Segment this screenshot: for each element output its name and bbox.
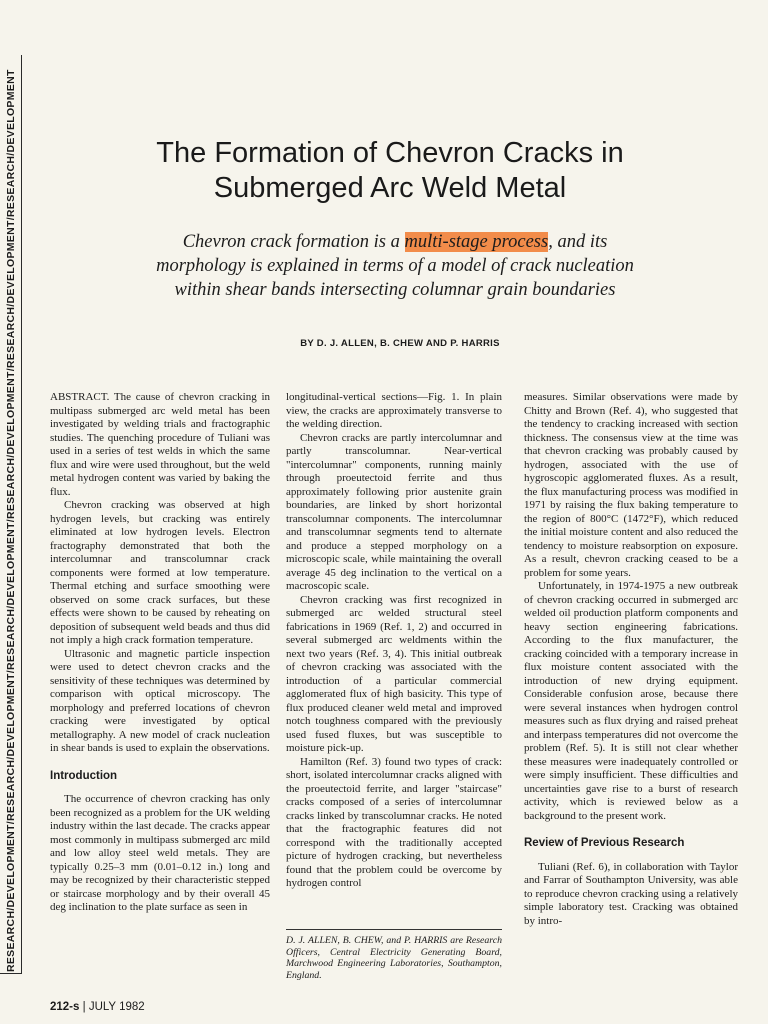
paragraph: measures. Similar observations were made by Chitty and Brown (Ref. 4), who suggested that the tendency to cracking increased with section thickness. The consensus view at the time was that chevron cracking was probably caused by hydrogen, associated with the use of hygroscopic agglomerated fluxes. As a result, the flux manufacturing process was modified in 1971 by raising the flux baking temperature to the region of 800°C (1472°F), which reduced the initial moisture content and also reduced the tendency to moisture reabsorption on exposure. As a result, chevron cracking ceased to be a problem for some years. [524, 391, 738, 579]
article-title: The Formation of Chevron Cracks in Submerged Arc Weld Metal [156, 137, 624, 204]
byline: BY D. J. ALLEN, B. CHEW AND P. HARRIS [300, 338, 500, 349]
paragraph: Tuliani (Ref. 6), in collaboration with Taylor and Farrar of Southampton University, was able to reproduce chevron cracking using a relatively simple laboratory test. Cracking was obtained by intro- [524, 860, 738, 927]
side-band-wrap [3, 55, 19, 972]
paragraph: longitudinal-vertical sections—Fig. 1. In plain view, the cracks are approximately transverse to the welding direction. [286, 391, 502, 430]
paragraph: Chevron cracking was observed at high hydrogen levels, but cracking was entirely eliminated at low hydrogen levels. Electron fractography demonstrated that both the intercolumnar and transcolumnar crack components were formed at low temperature. Thermal etching and surface smoothing were observed on some crack surfaces, but these effects were shown to be caused by reheating on deposition of subsequent weld beads and thus did not imply a high crack formation temperature. [50, 499, 270, 646]
paragraph: Chevron cracking was first recognized in submerged arc welded structural steel fabrications in 1969 (Ref. 1, 2) and occurred in several submerged arc weldments within the next two years (Ref. 3, 4). This initial outbreak of chevron cracking was associated with the introduction of a particular commercial agglomerated flux of high basicity. This type of flux produced cleaner weld metal and improved notch toughness compared with the previously used fused fluxes, but was susceptible to moisture pick-up. [286, 593, 502, 754]
issue-date: JULY 1982 [88, 1001, 145, 1013]
deck-before: Chevron crack formation is a [182, 232, 405, 252]
page-number: 212-s [50, 1001, 80, 1013]
abstract-paragraph: ABSTRACT. The cause of chevron cracking in multipass submerged arc weld metal has been investigated by welding trials and fractographic studies. The quenching procedure of Tuliani was used in a series of test welds in which the same flux and wire were used throughout, but the weld metal hydrogen content was varied by baking the flux. [50, 391, 270, 498]
deck-highlight[interactable]: multi-stage process [404, 232, 549, 252]
paragraph: Hamilton (Ref. 3) found two types of crack: short, isolated intercolumnar cracks aligned with the proeutectoid ferrite, and larger "staircase" cracks composed of a series of intercolumnar cracks linked by transcolumnar cracks. He noted that the fractographic features did not correspond with the traditionally accepted picture of hydrogen cracking, but nevertheless found that the problem could be overcome by hydrogen control [286, 755, 502, 889]
paragraph: Ultrasonic and magnetic particle inspection were used to detect chevron cracks and the sensitivity of these techniques was determined by comparison with optical microscopy. The morphology and preferred locations of chevron cracking were investigated by optical metallography. A new model of crack nucleation in shear bands is used to explain the observations. [50, 647, 270, 754]
paragraph: Unfortunately, in 1974-1975 a new outbreak of chevron cracking occurred in submerged arc welded oil production platform components and heavy section engineering fabrications. According to the flux manufacturer, the cracking coincided with a temporary increase in flux moisture content associated with the introduction of new drying equipment. Considerable confusion arose, because there were several instances when hydrogen control measures such as flux drying and raised preheat and interpass temperatures did not overcome the problem (Ref. 5). It is still not clear whether these measures were inadequately controlled or were simply insufficient. These difficulties and uncertainties gave rise to a burst of research activity, which is reviewed below as a background to the present work. [524, 580, 738, 822]
column-3 [524, 391, 738, 928]
paragraph: Chevron cracks are partly intercolumnar and partly transcolumnar. Near-vertical "intercolumnar" components, running mainly through proeutectoid ferrite and thus approximately following prior austenite grain boundaries, are linked by short horizontal transcolumnar components. The intercolumnar and transcolumnar segments tend to alternate and produce a stepped morphology on a microscopic scale, while maintaining the overall average 45 deg inclination to the vertical on a macroscopic scale. [286, 431, 502, 592]
author-footnote: D. J. ALLEN, B. CHEW, and P. HARRIS are Research Officers, Central Electricity Generating Board, Marchwood Engineering Laboratories, Southampton, England. [286, 929, 502, 981]
paragraph: The occurrence of chevron cracking has only been recognized as a problem for the UK welding industry within the last decade. The cracks appear most commonly in multipass submerged arc mild and low alloy steel weld metals. They are typically 0.25–3 mm (0.01–0.12 in.) long and may be recognized by their characteristic stepped or staircase morphology and by their overall 45 deg inclination to the plate surface as seen in [50, 793, 270, 913]
side-band-text: RESEARCH/DEVELOPMENT/RESEARCH/DEVELOPMENT/RESEARCH/DEVELOPMENT/RESEARCH/DEVELOPMENT/RESEARCH/DEVELOPMENT/RESEARCH/DEVELOPMENT [5, 69, 17, 972]
page-footer: 212-s | JULY 1982 [50, 1001, 145, 1013]
column-2 [286, 391, 502, 891]
deck-after: , and its morphology is explained in terms of a model of crack nucleation within shear bands intersecting columnar grain boundaries [156, 232, 634, 300]
section-heading-review: Review of Previous Research [524, 837, 685, 849]
article-deck [150, 230, 640, 302]
column-1 [50, 391, 270, 915]
section-heading-introduction: Introduction [50, 769, 118, 782]
side-band [0, 55, 22, 974]
